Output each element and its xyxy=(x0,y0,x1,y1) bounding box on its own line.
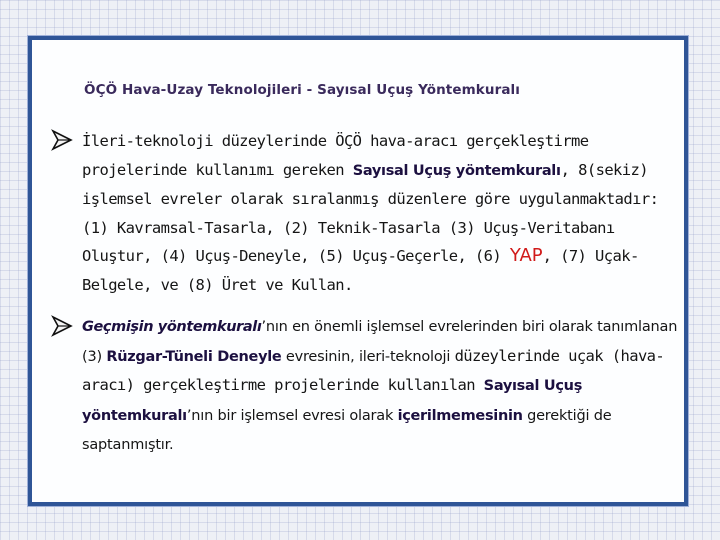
paragraph2-text-1: ’nın en önemli işlemsel evrelerinden biri olarak tanımlanan (3) xyxy=(82,319,678,365)
paragraph2-text-4: ’nın bir işlemsel evresi olarak xyxy=(186,407,398,424)
arrow-bullet-icon xyxy=(50,314,74,338)
paragraph2-text-5: gerektiği de saptanmıştır. xyxy=(82,407,612,453)
paragraph1-text-2: , 8(sekiz) işlemsel evreler olarak sıralanmış düzenlere göre uygulanmaktadır: (1) Kavramsal-Tasarla, (2) Teknik-Tasarla (3) Uçuş-Veritabanı Oluştur, (4) Uçuş-Deneyle, (5) Uçuş-Geçerle, (6) xyxy=(82,160,659,265)
paragraph1-text-3: , (7) Uçak-Belgele, ve (8) Üret ve Kullan. xyxy=(82,247,639,294)
paragraph1-bold-term: Sayısal Uçuş yöntemkuralı xyxy=(352,162,561,179)
bullet-paragraph-2 xyxy=(82,312,682,460)
paragraph1-red-term: YAP xyxy=(509,245,543,266)
paragraph2-bold-term-1: Rüzgar-Tüneli Deneyle xyxy=(106,348,282,365)
paragraph2-bold-term-3: içerilmemesinin xyxy=(397,407,523,424)
bullet-paragraph-1 xyxy=(82,127,682,299)
paragraph2-bold-italic-term: Geçmişin yöntemkuralı xyxy=(82,319,262,335)
slide-frame xyxy=(28,36,688,506)
paragraph2-text-3: düzeylerinde uçak (hava-aracı) gerçekleştirme projelerinde kullanılan xyxy=(82,346,665,394)
arrow-bullet-icon xyxy=(50,128,74,152)
paragraph2-text-2: evresinin, ileri-teknoloji xyxy=(281,348,455,365)
slide-title: ÖÇÖ Hava-Uzay Teknolojileri - Sayısal Uçuş Yöntemkuralı xyxy=(84,82,520,98)
paragraph1-text-1: İleri-teknoloji düzeylerinde ÖÇÖ hava-aracı gerçekleştirme projelerinde kullanımı gereken xyxy=(82,132,589,179)
paragraph2-bold-term-2: Sayısal Uçuş yöntemkuralı xyxy=(82,378,583,424)
